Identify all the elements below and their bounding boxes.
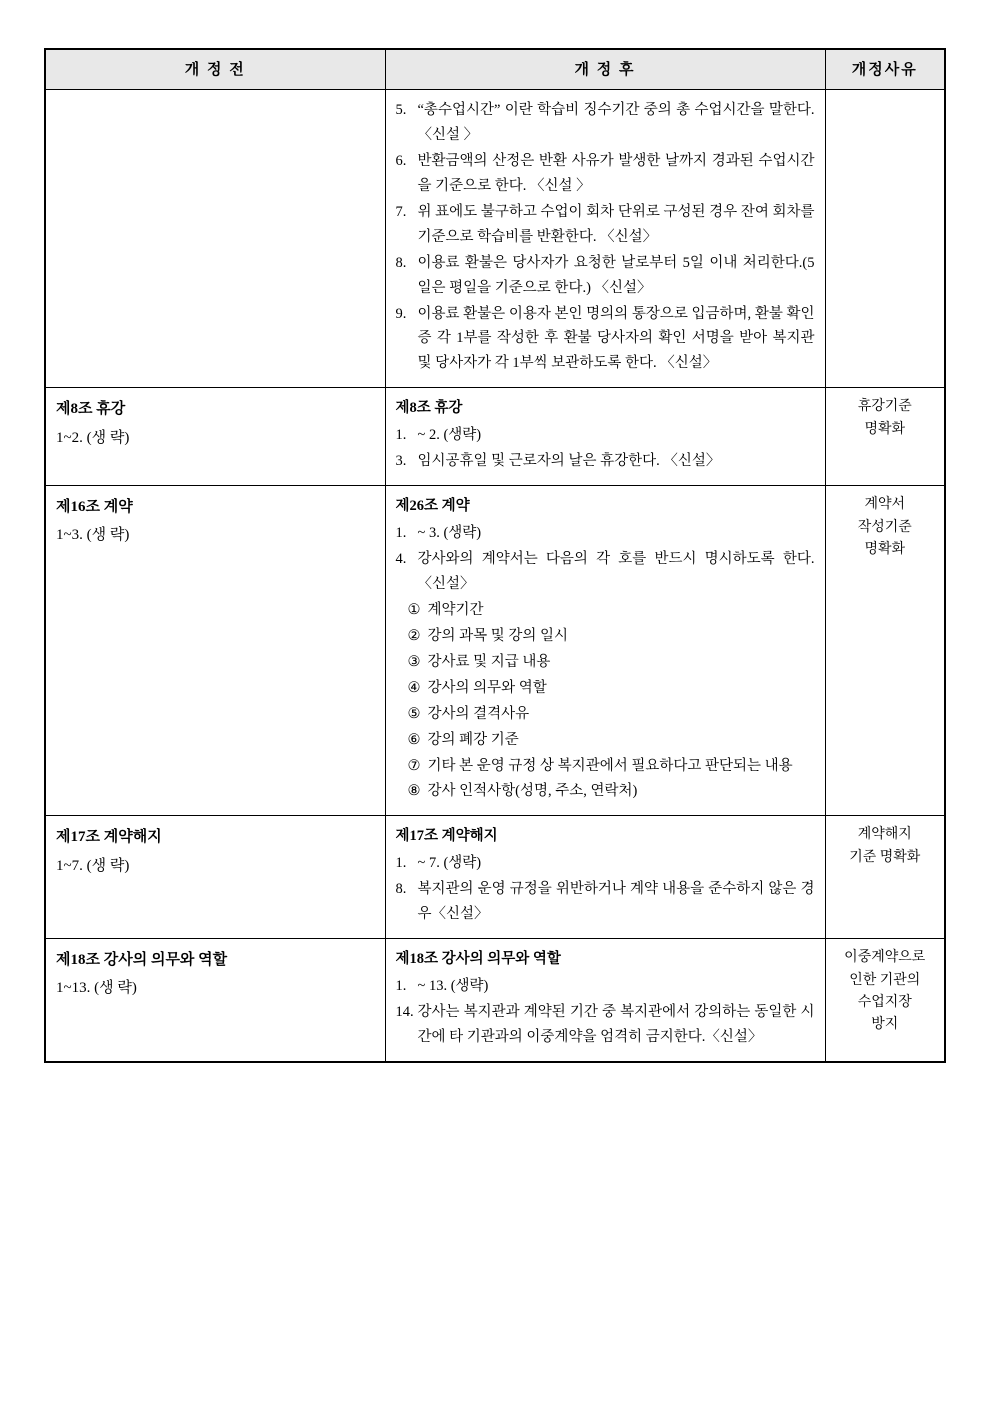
clause-number: 7. (395, 203, 407, 220)
reason-line: 방지 (871, 1017, 899, 1033)
clause-text: 위 표에도 불구하고 수업이 회차 단위로 구성된 경우 잔여 회차를 기준으로 학습비를 반환한다. 〈신설〉 (417, 203, 815, 245)
sub-clause-item (408, 754, 815, 779)
column-header-before: 개 정 전 (45, 49, 385, 90)
cell-revision-before (45, 388, 385, 486)
reason-line: 명확화 (864, 541, 906, 557)
cell-revision-before (45, 486, 385, 816)
article-heading-before: 제18조 강사의 의무와 역할 (56, 952, 228, 969)
clause-item (396, 1000, 815, 1050)
sub-clause-list (396, 598, 815, 805)
sub-clause-item (408, 779, 815, 804)
cell-revision-reason (825, 816, 945, 939)
cell-revision-before (45, 939, 385, 1062)
sub-clause-text: 강사료 및 지급 내용 (427, 653, 551, 670)
cell-revision-after (385, 816, 825, 939)
clause-item (396, 521, 815, 546)
column-header-reason: 개정사유 (825, 49, 945, 90)
clause-number: 5. (395, 102, 407, 118)
table-row (45, 939, 945, 1062)
clause-number: 8. (395, 881, 407, 898)
clause-list (396, 98, 815, 376)
clause-item (396, 851, 815, 876)
clause-text: 이용료 환불은 당사자가 요청한 날로부터 5일 이내 처리한다.(5일은 평일을 기준으로 한다.) 〈신설〉 (417, 254, 815, 296)
article-heading-after: 제17조 계약해지 (395, 828, 498, 845)
clause-item (396, 302, 815, 377)
reason-line: 이중계약으로 (844, 950, 926, 966)
article-heading-before: 제16조 계약 (56, 499, 133, 516)
cell-revision-after (385, 90, 825, 388)
table-row (45, 816, 945, 939)
clause-item (396, 200, 815, 250)
clause-text: 복지관의 운영 규정을 위반하거나 계약 내용을 준수하지 않은 경우〈신설〉 (417, 881, 815, 923)
clause-number: 1. (395, 978, 407, 995)
clause-number: 1. (395, 427, 407, 444)
article-heading-after: 제18조 강사의 의무와 역할 (395, 951, 561, 968)
cell-revision-before (45, 816, 385, 939)
sub-clause-number: ④ (407, 679, 421, 696)
clause-text: 반환금액의 산정은 반환 사유가 발생한 날까지 경과된 수업시간을 기준으로 한다. 〈신설 〉 (417, 152, 815, 194)
sub-clause-item (408, 702, 815, 727)
clause-text: 이용료 환불은 이용자 본인 명의의 통장으로 입금하며, 환불 확인증 각 1부를 작성한 후 환불 당사자의 확인 서명을 받아 복지관 및 당사자가 각 1부씩 보관하도록 한다. 〈신설〉 (417, 305, 815, 372)
clause-item (396, 149, 815, 199)
cell-revision-reason (825, 939, 945, 1062)
clause-item (396, 547, 815, 597)
sub-clause-text: 강사의 결격사유 (427, 705, 530, 722)
article-heading-before: 제8조 휴강 (56, 401, 126, 418)
clause-item (396, 98, 815, 148)
reason-line: 수업지장 (857, 994, 912, 1010)
table-row (45, 388, 945, 486)
table-row (45, 486, 945, 816)
reason-line: 휴강기준 (857, 399, 912, 415)
table-row (45, 90, 945, 388)
sub-clause-number: ⑧ (407, 783, 421, 800)
clause-list (396, 974, 815, 1050)
sub-clause-number: ③ (407, 653, 421, 670)
clause-text: ~ 13. (생략) (417, 978, 489, 995)
cell-revision-after (385, 388, 825, 486)
sub-clause-text: 기타 본 운영 규정 상 복지관에서 필요하다고 판단되는 내용 (427, 757, 793, 774)
article-heading-before: 제17조 계약해지 (56, 829, 162, 846)
reason-line: 명확화 (864, 421, 906, 437)
sub-clause-item (408, 728, 815, 753)
clause-text: ~ 3. (생략) (417, 525, 482, 542)
clause-number: 6. (395, 152, 407, 169)
clause-number: 1. (395, 855, 407, 872)
reason-line: 계약해지 (857, 827, 912, 843)
sub-clause-number: ② (407, 627, 421, 644)
cell-revision-reason (825, 90, 945, 388)
cell-revision-after (385, 939, 825, 1062)
clause-text: “총수업시간” 이란 학습비 징수기간 중의 총 수업시간을 말한다. 〈신설 〉 (417, 102, 815, 143)
sub-clause-text: 강사 인적사항(성명, 주소, 연락처) (427, 783, 638, 800)
article-subline-before: 1~7. (생 략) (56, 857, 130, 874)
reason-line: 기준 명확화 (849, 849, 921, 865)
article-subline-before: 1~2. (생 략) (56, 429, 130, 446)
clause-list (396, 521, 815, 597)
clause-number: 3. (395, 453, 407, 470)
sub-clause-number: ⑦ (407, 757, 421, 774)
sub-clause-item (408, 676, 815, 701)
sub-clause-item (408, 598, 815, 623)
sub-clause-item (408, 650, 815, 675)
sub-clause-number: ⑤ (407, 705, 421, 722)
revision-comparison-table (44, 48, 946, 1063)
clause-text: ~ 2. (생략) (417, 427, 482, 444)
clause-number: 1. (395, 525, 407, 542)
sub-clause-text: 강사의 의무와 역할 (427, 679, 547, 696)
column-header-after: 개 정 후 (385, 49, 825, 90)
clause-text: 강사와의 계약서는 다음의 각 호를 반드시 명시하도록 한다. 〈신설〉 (417, 551, 815, 592)
sub-clause-text: 계약기간 (427, 601, 484, 618)
clause-number: 8. (395, 254, 407, 271)
reason-line: 작성기준 (857, 519, 912, 535)
table-header (45, 49, 945, 90)
cell-revision-after (385, 486, 825, 816)
article-heading-after: 제8조 휴강 (395, 400, 463, 417)
table-body (45, 90, 945, 1062)
clause-item (396, 877, 815, 927)
clause-item (396, 423, 815, 448)
clause-number: 9. (395, 305, 407, 322)
article-subline-before: 1~13. (생 략) (56, 980, 137, 997)
clause-text: ~ 7. (생략) (417, 855, 482, 872)
clause-list (396, 851, 815, 927)
cell-revision-reason (825, 388, 945, 486)
cell-revision-reason (825, 486, 945, 816)
clause-item (396, 974, 815, 999)
article-subline-before: 1~3. (생 략) (56, 527, 130, 544)
clause-number: 4. (395, 551, 407, 567)
cell-revision-before (45, 90, 385, 388)
table-header-row (45, 49, 945, 90)
reason-line: 인한 기관의 (849, 972, 921, 988)
reason-line: 계약서 (864, 497, 906, 513)
clause-number: 14. (395, 1004, 414, 1020)
sub-clause-text: 강의 과목 및 강의 일시 (427, 627, 569, 644)
clause-item (396, 251, 815, 301)
sub-clause-number: ⑥ (407, 731, 421, 748)
clause-text: 강사는 복지관과 계약된 기간 중 복지관에서 강의하는 동일한 시간에 타 기관과의 이중계약을 엄격히 금지한다.〈신설〉 (417, 1004, 815, 1045)
clause-item (396, 449, 815, 474)
article-heading-after: 제26조 계약 (395, 498, 470, 515)
sub-clause-number: ① (407, 601, 421, 618)
clause-list (396, 423, 815, 474)
sub-clause-text: 강의 폐강 기준 (427, 731, 519, 748)
clause-text: 임시공휴일 및 근로자의 날은 휴강한다. 〈신설〉 (417, 453, 721, 470)
sub-clause-item (408, 624, 815, 649)
